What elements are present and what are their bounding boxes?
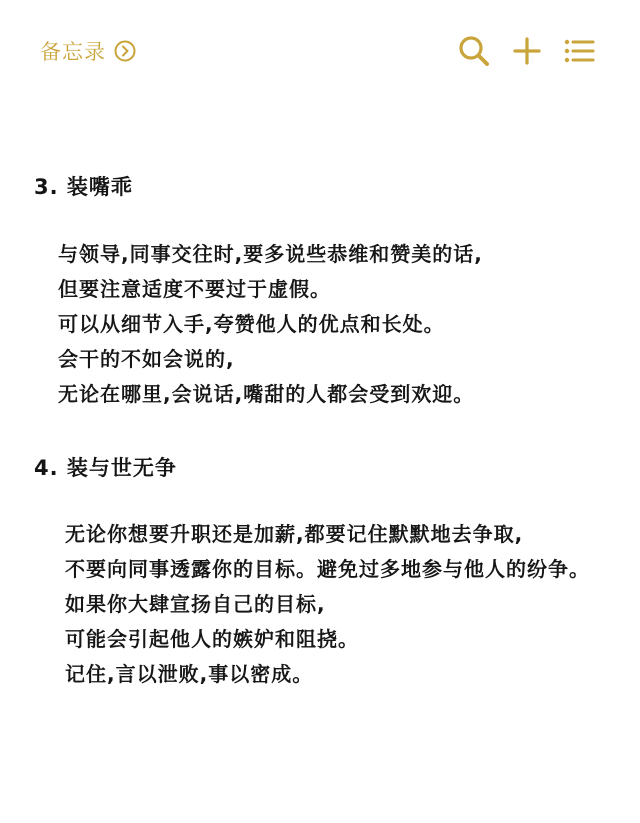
paragraph-line: 记住,言以泄败,事以密成。	[65, 662, 314, 686]
paragraph-line: 会干的不如会说的,	[58, 347, 235, 371]
paragraph-line: 无论你想要升职还是加薪,都要记住默默地去争取,	[65, 522, 524, 546]
paragraph-line: 可能会引起他人的嫉妒和阻挠。	[65, 627, 359, 651]
section-paragraph	[65, 517, 590, 692]
section-paragraph	[58, 237, 483, 412]
section-heading: 4. 装与世无争	[34, 456, 177, 480]
paragraph-line: 无论在哪里,会说话,嘴甜的人都会受到欢迎。	[58, 382, 475, 406]
paragraph-line: 可以从细节入手,夸赞他人的优点和长处。	[58, 312, 445, 336]
search-icon[interactable]	[457, 34, 491, 68]
back-to-notes-button[interactable]	[40, 36, 136, 66]
paragraph-line: 但要注意适度不要过于虚假。	[58, 277, 331, 301]
list-icon[interactable]	[562, 34, 596, 68]
top-navigation-bar	[0, 0, 640, 100]
paragraph-line: 如果你大肆宣扬自己的目标,	[65, 592, 326, 616]
back-label: 备忘录	[40, 40, 106, 64]
section-heading: 3. 装嘴乖	[34, 175, 133, 199]
chevron-right-circle-icon	[114, 40, 136, 62]
paragraph-line: 与领导,同事交往时,要多说些恭维和赞美的话,	[58, 242, 483, 266]
paragraph-line: 不要向同事透露你的目标。避免过多地参与他人的纷争。	[65, 557, 590, 581]
plus-icon[interactable]	[510, 34, 544, 68]
